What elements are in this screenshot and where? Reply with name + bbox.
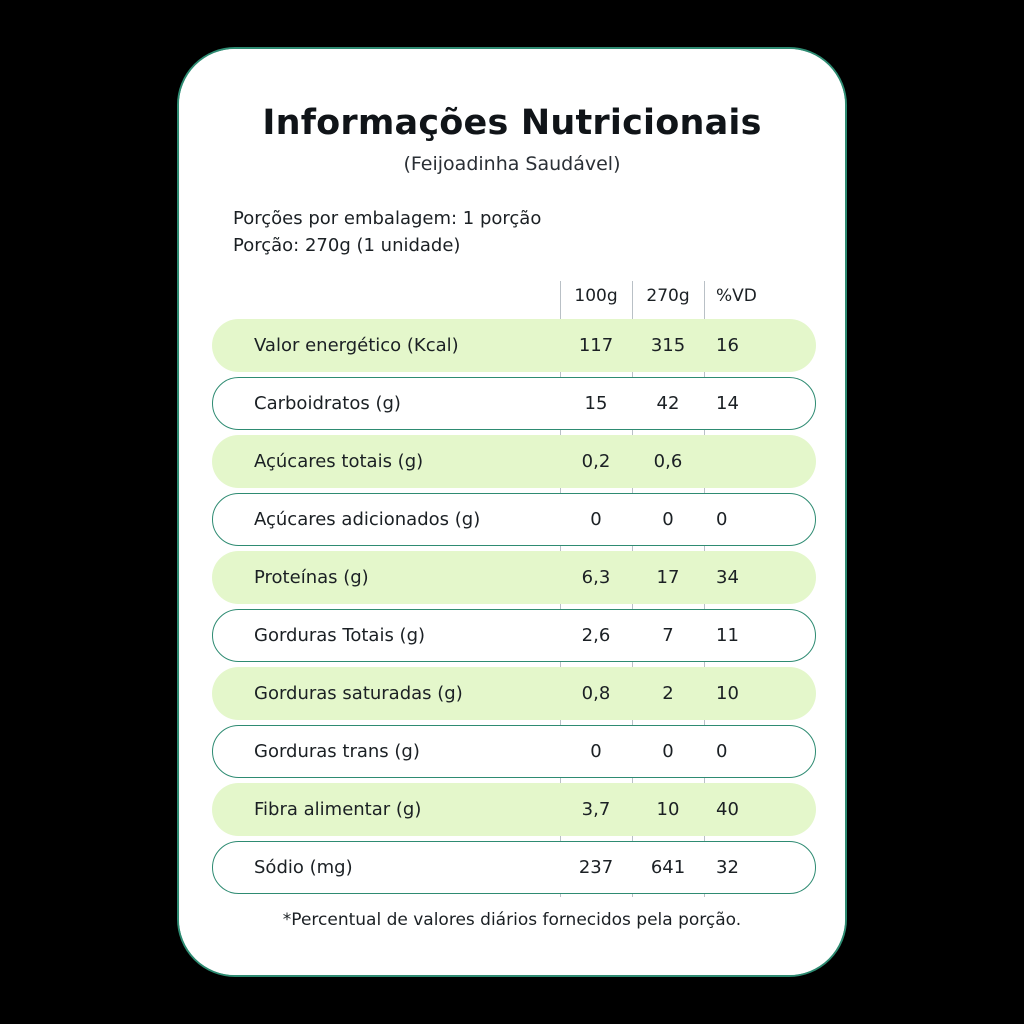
footnote: *Percentual de valores diários fornecidos pela porção.	[282, 910, 742, 930]
value-vd: 0	[716, 741, 728, 762]
value-portion: 641	[650, 857, 686, 878]
table-row	[212, 317, 816, 374]
value-100g: 237	[578, 857, 614, 878]
nutrition-table	[212, 275, 816, 896]
value-vd: 0	[716, 509, 728, 530]
table-row	[212, 723, 816, 780]
value-vd: 32	[716, 857, 739, 878]
table-row	[212, 375, 816, 432]
table-row	[212, 839, 816, 896]
nutrient-name: Valor energético (Kcal)	[254, 335, 459, 356]
nutrition-label-card	[177, 47, 847, 977]
value-portion: 2	[662, 683, 674, 704]
serving-size: Porção: 270g (1 unidade)	[233, 235, 461, 256]
table-row	[212, 781, 816, 838]
value-portion: 7	[662, 625, 674, 646]
serving-info	[233, 205, 845, 259]
value-portion: 0,6	[653, 451, 683, 472]
value-portion: 17	[656, 567, 680, 588]
value-portion: 0	[662, 509, 674, 530]
nutrient-name: Sódio (mg)	[254, 857, 353, 878]
table-row	[212, 433, 816, 490]
table-header-row	[212, 275, 816, 317]
value-portion: 0	[662, 741, 674, 762]
nutrient-name: Proteínas (g)	[254, 567, 369, 588]
nutrient-name: Gorduras saturadas (g)	[254, 683, 463, 704]
nutrient-name: Gorduras Totais (g)	[254, 625, 426, 646]
value-portion: 10	[656, 799, 680, 820]
servings-per-package: Porções por embalagem: 1 porção	[233, 208, 542, 229]
value-100g: 15	[584, 393, 608, 414]
page-title: Informações Nutricionais	[262, 103, 762, 143]
value-vd: 11	[716, 625, 739, 646]
header-per-portion: 270g	[646, 286, 690, 306]
value-100g: 6,3	[581, 567, 611, 588]
value-100g: 117	[578, 335, 614, 356]
value-100g: 3,7	[581, 799, 611, 820]
nutrient-name: Fibra alimentar (g)	[254, 799, 422, 820]
table-row	[212, 491, 816, 548]
nutrient-name: Açúcares adicionados (g)	[254, 509, 481, 530]
nutrition-label-content	[179, 49, 845, 975]
value-vd: 40	[716, 799, 739, 820]
nutrient-name: Açúcares totais (g)	[254, 451, 424, 472]
header-per-100g: 100g	[574, 286, 618, 306]
value-100g: 0	[590, 741, 602, 762]
value-portion: 315	[650, 335, 686, 356]
value-100g: 0,8	[581, 683, 611, 704]
nutrition-label-inner	[179, 49, 845, 975]
table-row	[212, 607, 816, 664]
value-vd: 16	[716, 335, 739, 356]
value-vd: 14	[716, 393, 739, 414]
nutrient-name: Carboidratos (g)	[254, 393, 401, 414]
value-vd: 10	[716, 683, 739, 704]
table-row	[212, 549, 816, 606]
value-100g: 2,6	[581, 625, 611, 646]
product-subtitle: (Feijoadinha Saudável)	[403, 153, 621, 175]
nutrient-name: Gorduras trans (g)	[254, 741, 420, 762]
header-daily-value: %VD	[716, 286, 757, 306]
value-100g: 0,2	[581, 451, 611, 472]
table-row	[212, 665, 816, 722]
value-100g: 0	[590, 509, 602, 530]
value-portion: 42	[656, 393, 680, 414]
value-vd: 34	[716, 567, 739, 588]
